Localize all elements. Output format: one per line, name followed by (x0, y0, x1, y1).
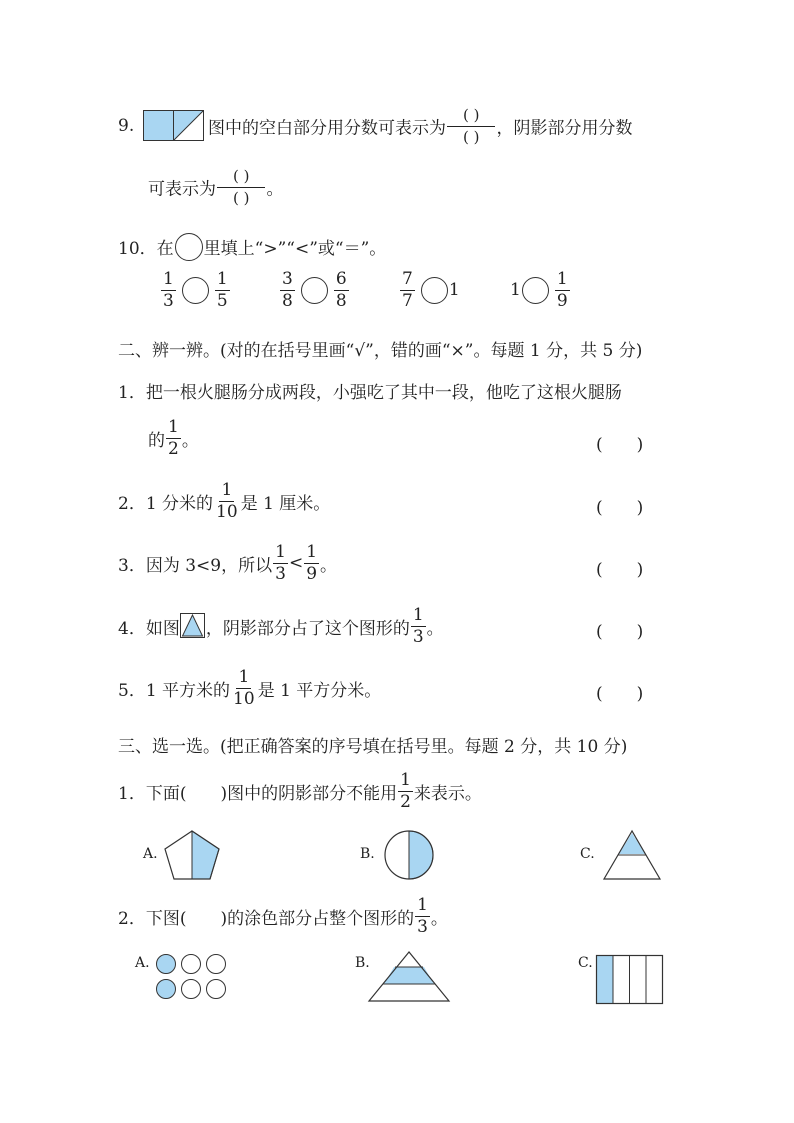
answer-circle[interactable] (182, 277, 209, 304)
q9-line2 (148, 166, 283, 208)
q10-number: 10．在 (118, 239, 174, 259)
s2-q3-b-num: 1 (306, 542, 318, 562)
q10-1-right-num: 1 (216, 269, 228, 289)
s3-q1-den: 2 (400, 791, 411, 812)
q10-4-right-den: 9 (556, 290, 568, 311)
s2-q5 (118, 668, 381, 708)
q9-rectangle-figure (143, 110, 205, 142)
q10-2-right-den: 8 (335, 290, 347, 311)
q10-item-1 (160, 270, 231, 310)
q10-2-left-num: 3 (282, 269, 293, 289)
s2-q3-mid: < (288, 553, 304, 574)
s2-q1-line1: 1．把一根火腿肠分成两段，小强吃了其中一段，他吃了这根火腿肠 (118, 383, 622, 403)
q10-1-right-den: 5 (216, 290, 228, 311)
section2-title: 二、辨一辨。(对的在括号里画“√”，错的画“×”。每题 1 分，共 5 分) (118, 341, 643, 361)
s3-q2-den: 3 (417, 916, 428, 937)
q10-3-left-num: 7 (402, 269, 413, 289)
s2-q2-den: 10 (216, 501, 238, 522)
s2-q3-a-den: 3 (275, 563, 286, 584)
s2-q1-den: 2 (168, 438, 179, 459)
s3-q1-option-b[interactable]: B. (360, 846, 375, 862)
q9-blank-num-1: ( ) (447, 105, 495, 127)
s2-q3-a-num: 1 (275, 542, 286, 562)
q10-item-2 (279, 270, 350, 310)
s3-q1-post: 来表示。 (413, 783, 482, 804)
s3-q2-pre: 2．下图( )的涂色部分占整个图形的 (118, 908, 415, 929)
s3-q1 (118, 771, 482, 811)
answer-circle[interactable] (301, 277, 328, 304)
s3-q2 (118, 896, 448, 936)
s2-q1-answer[interactable]: ( ) (596, 435, 644, 455)
q9-blank-fraction-1[interactable] (447, 105, 495, 147)
layered-triangle-figure-icon (368, 951, 450, 1003)
s2-q5-num: 1 (238, 667, 250, 687)
s2-q2-post: 是 1 厘米。 (240, 493, 331, 514)
s2-q1-line2 (148, 418, 199, 458)
q9-text1: 图中的空白部分用分数可表示为 (208, 118, 446, 139)
s3-q1-option-a[interactable]: A. (143, 846, 158, 862)
s2-q2-answer[interactable]: ( ) (596, 498, 644, 518)
q10-item-3 (399, 270, 460, 310)
s3-q1-option-c[interactable]: C. (580, 846, 595, 862)
q10-3-right: 1 (448, 280, 460, 301)
s2-q1-num: 1 (168, 417, 179, 437)
q9-line1 (208, 105, 632, 147)
q10-2-right-num: 6 (335, 269, 347, 289)
q9-text4: 。 (266, 179, 284, 200)
pentagon-figure-icon (163, 830, 223, 882)
q9-blank-den-1: ( ) (463, 127, 480, 146)
s2-q4-answer[interactable]: ( ) (596, 622, 644, 642)
q10-2-left-den: 8 (282, 290, 293, 311)
half-circle-figure-icon (384, 830, 436, 882)
s3-q2-option-b[interactable]: B. (355, 955, 370, 971)
s2-q3-b-den: 9 (306, 563, 318, 584)
section3-title: 三、选一选。(把正确答案的序号填在括号里。每题 2 分，共 10 分) (118, 737, 628, 757)
s2-q2-pre: 2．1 分米的 (118, 493, 214, 514)
q9-text2: ，阴影部分用分数 (496, 118, 633, 139)
s2-q5-answer[interactable]: ( ) (596, 684, 644, 704)
s2-q4-mid: ，阴影部分占了这个图形的 (205, 618, 410, 639)
s3-q2-option-c[interactable]: C. (578, 955, 593, 971)
striped-rectangle-figure-icon (596, 955, 664, 1005)
q9-number: 9. (118, 116, 135, 136)
s2-q4-den: 3 (412, 626, 424, 647)
q10-3-left-den: 7 (402, 290, 413, 311)
answer-circle[interactable] (421, 277, 448, 304)
s2-q5-post: 是 1 平方分米。 (257, 680, 382, 701)
s2-q3 (118, 543, 337, 583)
s2-q1-pre: 的 (148, 430, 165, 451)
s2-q4-post: 。 (426, 618, 444, 639)
s2-q2-num: 1 (221, 480, 233, 500)
s2-q3-pre: 3．因为 3<9，所以 (118, 555, 273, 576)
s2-q5-den: 10 (233, 688, 255, 709)
s3-q1-pre: 1．下面( )图中的阴影部分不能用 (118, 783, 398, 804)
q9-blank-fraction-2[interactable] (217, 166, 265, 208)
s2-q4-num: 1 (412, 605, 424, 625)
circles-figure-icon (155, 953, 230, 1001)
q9-blank-den-2: ( ) (233, 188, 250, 207)
s2-q3-post: 。 (320, 555, 338, 576)
s3-q1-num: 1 (400, 770, 411, 790)
s2-q4-pre: 4．如图 (118, 618, 180, 639)
q10-4-left: 1 (510, 280, 521, 301)
q9-text3: 可表示为 (148, 179, 216, 200)
s3-q2-option-a[interactable]: A. (135, 955, 150, 971)
q10-4-right-num: 1 (556, 269, 568, 289)
q10-item-4 (510, 270, 571, 310)
s2-q2 (118, 481, 330, 521)
compare-circle-icon (175, 233, 203, 261)
q10-1-left-den: 3 (163, 290, 174, 311)
s3-q2-num: 1 (417, 895, 428, 915)
s3-q2-post: 。 (430, 908, 448, 929)
triangle-figure-icon (180, 613, 206, 639)
q9-blank-num-2: ( ) (217, 166, 265, 188)
triangle-band-figure-icon (602, 830, 662, 882)
answer-circle[interactable] (522, 277, 549, 304)
q10-line (118, 233, 386, 261)
q10-text: 里填上“>”“<”或“＝”。 (203, 239, 387, 259)
s2-q1-post: 。 (181, 430, 199, 451)
q10-1-left-num: 1 (163, 269, 174, 289)
s2-q5-pre: 5．1 平方米的 (118, 680, 231, 701)
s2-q3-answer[interactable]: ( ) (596, 560, 644, 580)
s2-q4 (118, 606, 444, 646)
